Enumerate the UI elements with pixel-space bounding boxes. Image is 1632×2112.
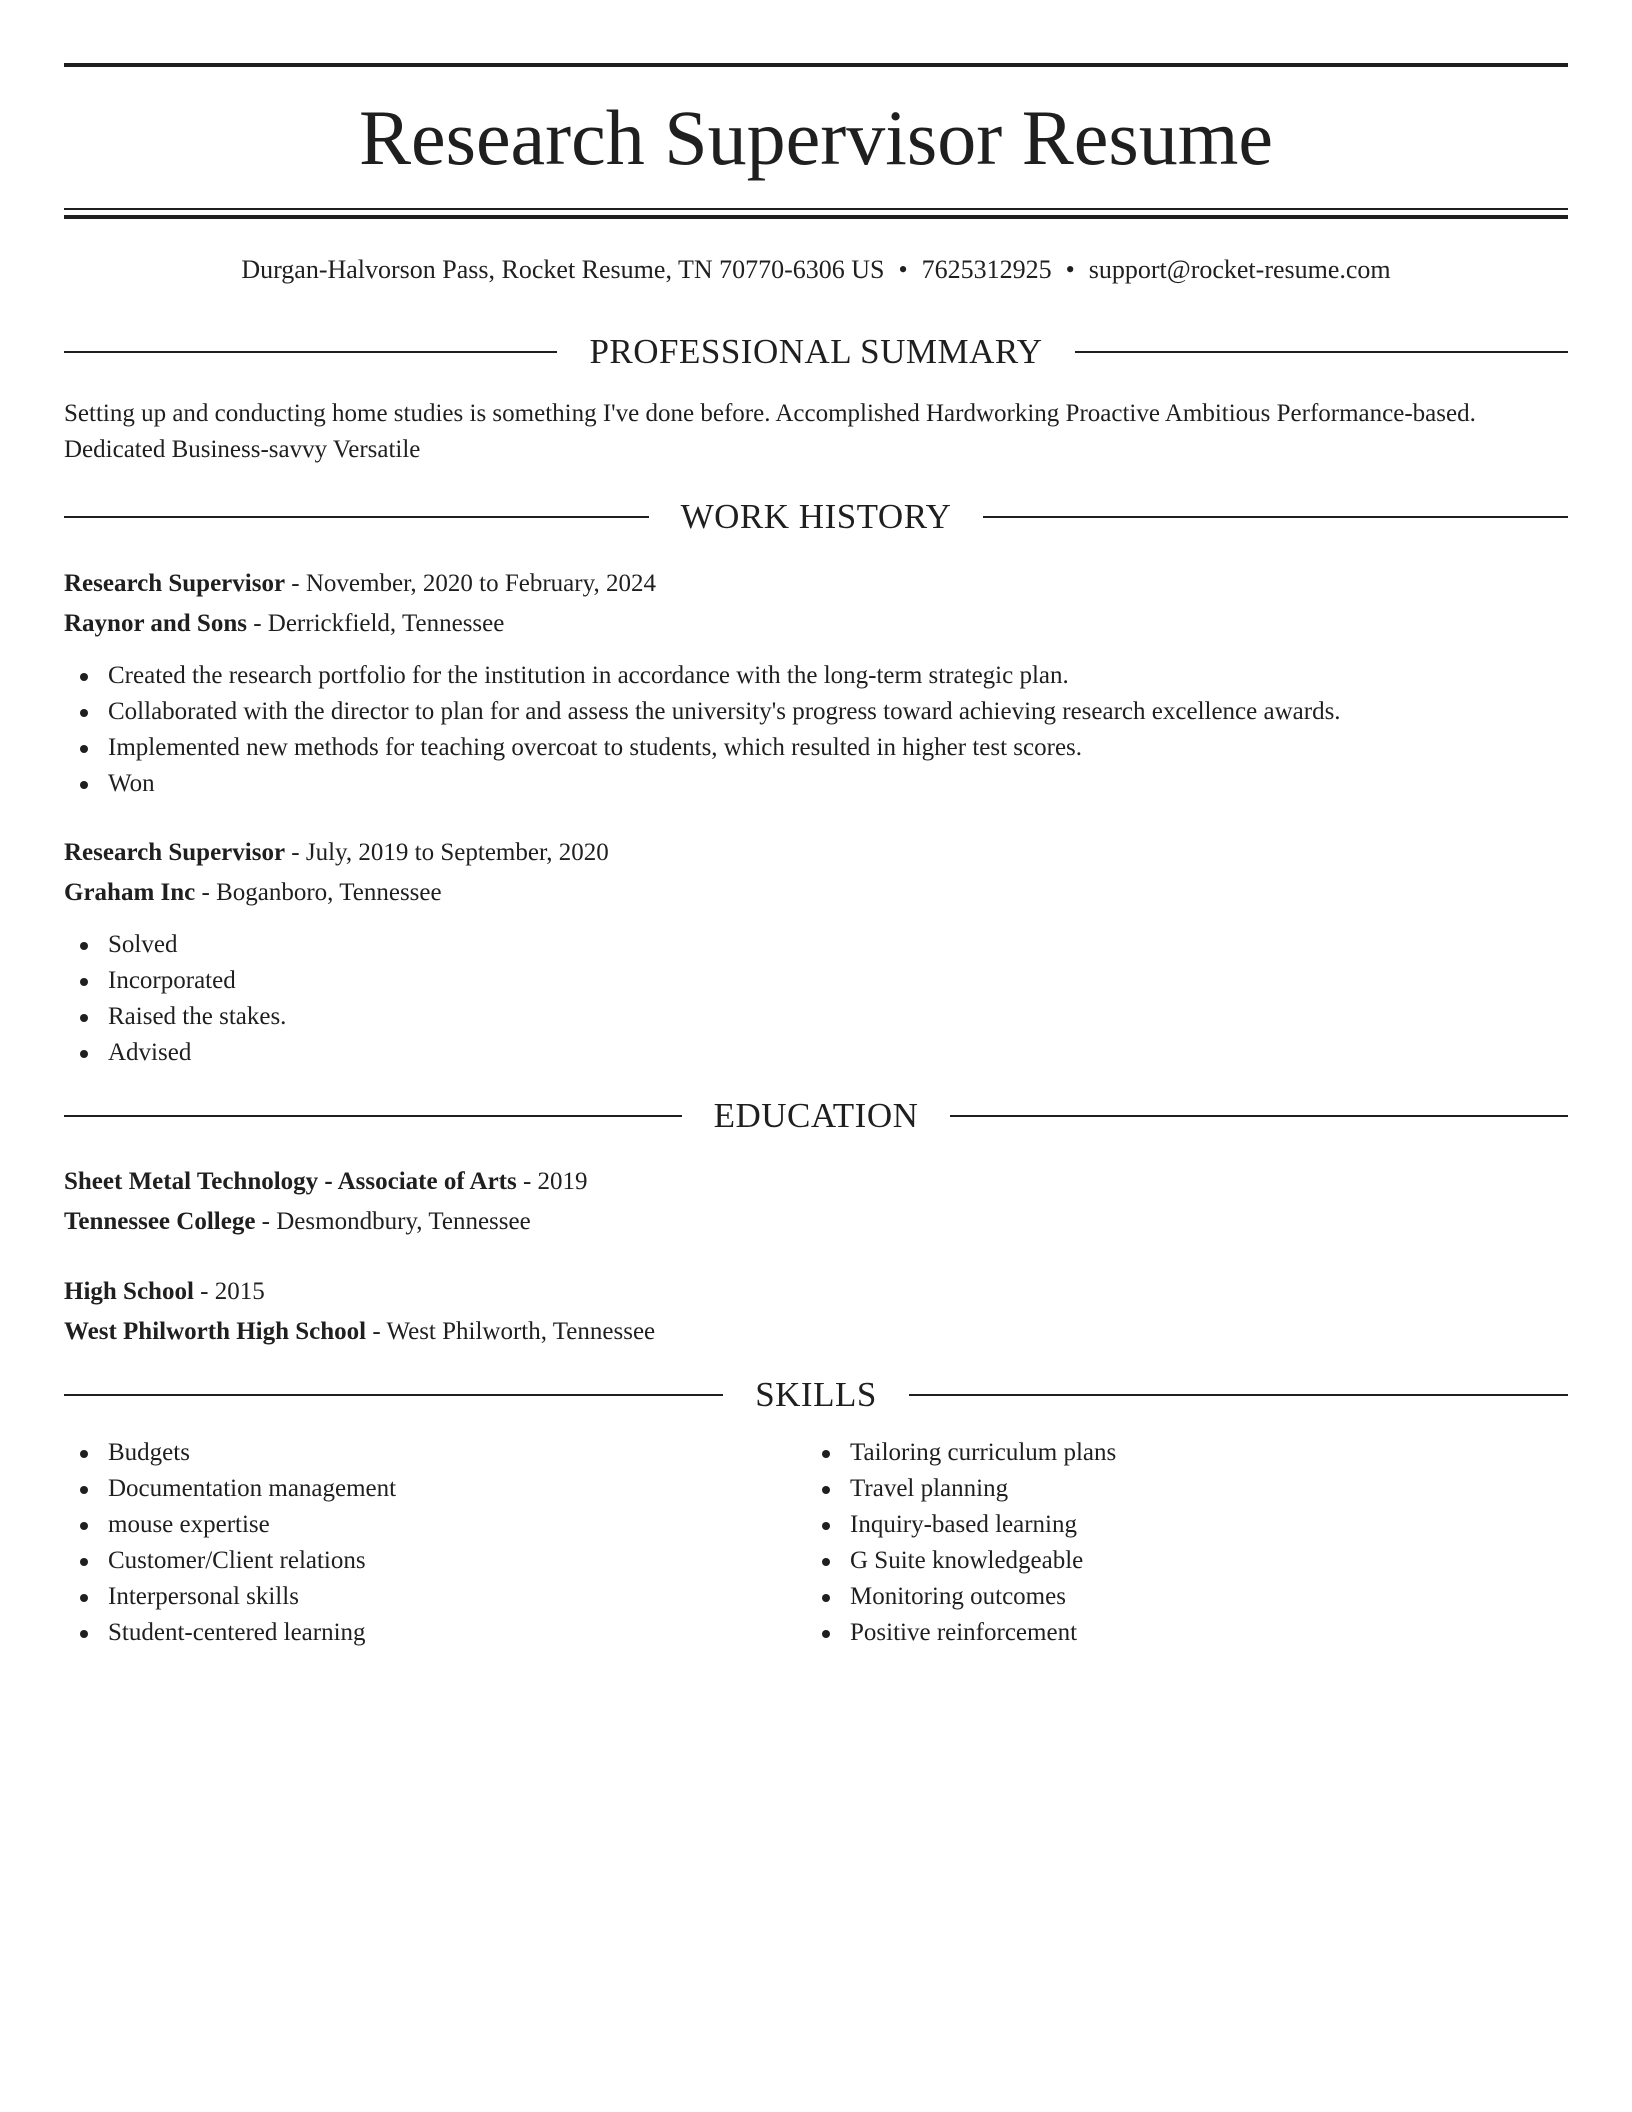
education-entry [64, 1162, 1568, 1242]
heading-rule-right [1075, 351, 1568, 353]
heading-rule-left [64, 351, 557, 353]
contact-separator: • [1065, 255, 1075, 284]
contact-separator: • [898, 255, 908, 284]
skill-item: Travel planning [806, 1471, 1548, 1507]
list-item: Collaborated with the director to plan for and assess the university's progress toward achieving research excellence awards. [64, 694, 1568, 730]
section-heading-work-history [64, 495, 1568, 539]
contact-email: support@rocket-resume.com [1088, 255, 1391, 284]
job-entry [64, 833, 1568, 1071]
heading-rule-left [64, 1115, 682, 1117]
list-item: Incorporated [64, 963, 1568, 999]
education-degree-line [64, 1272, 1568, 1312]
education-degree: High School [64, 1278, 194, 1305]
header-top-rule [64, 63, 1568, 67]
summary-text: Setting up and conducting home studies is something I've done before. Accomplished Hardworking Proactive Ambitious Performance-based. Dedicated Business-savvy Versatile [64, 400, 1476, 463]
heading-rule-right [983, 516, 1568, 518]
job-title: Research Supervisor [64, 839, 286, 866]
job-bullets [64, 658, 1568, 802]
job-location: - Boganboro, Tennessee [195, 879, 442, 906]
list-item: Implemented new methods for teaching overcoat to students, which resulted in higher test scores. [64, 730, 1568, 766]
section-heading-label: EDUCATION [713, 1096, 919, 1135]
job-entry [64, 564, 1568, 802]
header-bottom-rule-thick [64, 215, 1568, 219]
section-heading-education [64, 1094, 1568, 1138]
job-bullets [64, 927, 1568, 1071]
skill-item: Inquiry-based learning [806, 1507, 1548, 1543]
job-company-line [64, 604, 1568, 644]
education-degree: Sheet Metal Technology - Associate of Arts [64, 1168, 517, 1195]
job-company: Graham Inc [64, 879, 196, 906]
job-dates: - July, 2019 to September, 2020 [285, 839, 609, 866]
education-location: - West Philworth, Tennessee [366, 1318, 656, 1345]
education-degree-line [64, 1162, 1568, 1202]
education-year: - 2019 [516, 1168, 588, 1195]
education-location: - Desmondbury, Tennessee [255, 1208, 531, 1235]
section-heading-label: SKILLS [755, 1375, 877, 1414]
job-location: - Derrickfield, Tennessee [246, 610, 505, 637]
skills-column-left [64, 1435, 806, 1651]
skill-item: G Suite knowledgeable [806, 1543, 1548, 1579]
job-company-line [64, 873, 1568, 913]
heading-rule-left [64, 516, 649, 518]
skill-item: mouse expertise [64, 1507, 806, 1543]
education-school: West Philworth High School [64, 1318, 367, 1345]
education-entry [64, 1272, 1568, 1352]
education-school-line [64, 1312, 1568, 1352]
job-title-line [64, 833, 1568, 873]
job-dates: - November, 2020 to February, 2024 [285, 570, 656, 597]
education-school-line [64, 1202, 1568, 1242]
section-heading-summary [64, 330, 1568, 374]
section-heading-skills [64, 1373, 1568, 1417]
contact-line [64, 252, 1568, 288]
list-item: Raised the stakes. [64, 999, 1568, 1035]
job-title-line [64, 564, 1568, 604]
heading-rule-right [950, 1115, 1568, 1117]
heading-rule-left [64, 1394, 723, 1396]
skills-column-right [806, 1435, 1548, 1651]
list-item: Created the research portfolio for the institution in accordance with the long-term strategic plan. [64, 658, 1568, 694]
skill-item: Positive reinforcement [806, 1615, 1548, 1651]
job-title: Research Supervisor [64, 570, 286, 597]
skill-item: Budgets [64, 1435, 806, 1471]
skill-item: Student-centered learning [64, 1615, 806, 1651]
section-heading-label: WORK HISTORY [680, 497, 952, 536]
heading-rule-right [909, 1394, 1568, 1396]
contact-phone: 7625312925 [921, 255, 1052, 284]
list-item: Advised [64, 1035, 1568, 1071]
skill-item: Tailoring curriculum plans [806, 1435, 1548, 1471]
education-year: - 2015 [193, 1278, 265, 1305]
skills-list [64, 1435, 1568, 1651]
skill-item: Documentation management [64, 1471, 806, 1507]
skill-item: Customer/Client relations [64, 1543, 806, 1579]
section-heading-label: PROFESSIONAL SUMMARY [589, 332, 1043, 371]
skill-item: Monitoring outcomes [806, 1579, 1548, 1615]
page-title: Research Supervisor Resume [358, 94, 1274, 181]
job-company: Raynor and Sons [64, 610, 247, 637]
contact-address: Durgan-Halvorson Pass, Rocket Resume, TN 70770-6306 US [241, 255, 885, 284]
header-bottom-rule-thin [64, 208, 1568, 210]
list-item: Solved [64, 927, 1568, 963]
list-item: Won [64, 766, 1568, 802]
education-school: Tennessee College [64, 1208, 256, 1235]
skill-item: Interpersonal skills [64, 1579, 806, 1615]
